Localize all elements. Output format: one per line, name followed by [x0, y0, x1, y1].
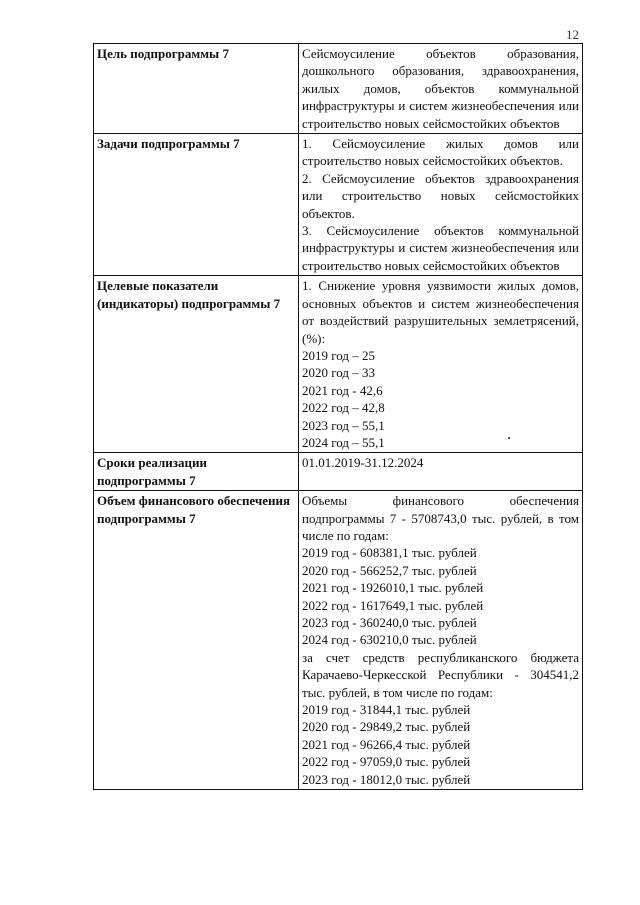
- paragraph: Объемы финансового обеспечения подпрограммы 7 - 5708743,0 тыс. рублей, в том числе по годам:: [302, 493, 579, 543]
- table-row: [94, 276, 583, 453]
- paragraph: 1. Сейсмоусиление жилых домов или строительство новых сейсмостойких объектов.: [302, 136, 579, 169]
- indicator-line: 2021 год - 42,6: [302, 382, 383, 398]
- funding-line: 2024 год - 630210,0 тыс. рублей: [302, 632, 477, 648]
- funding-line: 2023 год - 360240,0 тыс. рублей: [302, 615, 477, 630]
- table-row: [94, 44, 583, 134]
- funding-line: 2019 год - 31844,1 тыс. рублей: [302, 702, 471, 718]
- paragraph: Сейсмоусиление объектов образования, дошкольного образования, здравоохранения, жилых домов, объектов коммунальной инфраструктуры и систем жизнеобеспечения или строительство новых сейсмостойких объектов: [302, 46, 579, 131]
- row-label: Сроки реализации подпрограммы 7: [94, 453, 299, 491]
- paragraph: 2. Сейсмоусиление объектов здравоохранения или строительство новых сейсмостойких объектов.: [302, 170, 579, 221]
- funding-line: 2022 год - 97059,0 тыс. рублей: [302, 754, 471, 770]
- indicator-line: 2022 год – 42,8: [302, 400, 385, 416]
- indicator-line: 2020 год – 33: [302, 365, 375, 381]
- table-row: [94, 491, 583, 790]
- funding-line: 2020 год - 566252,7 тыс. рублей: [302, 562, 477, 578]
- funding-line: 2022 год - 1617649,1 тыс. рублей: [302, 597, 484, 613]
- row-value: [299, 491, 583, 790]
- indicator-line: 2023 год – 55,1: [302, 417, 385, 433]
- funding-line: 2019 год - 608381,1 тыс. рублей: [302, 545, 477, 561]
- row-value: [299, 276, 583, 453]
- row-value: [299, 453, 583, 491]
- row-label: Объем финансового обеспечения подпрограммы 7: [94, 491, 299, 790]
- table-row: [94, 134, 583, 276]
- funding-line: 2023 год - 18012,0 тыс. рублей: [302, 771, 471, 787]
- table-row: [94, 453, 583, 491]
- row-label: Целевые показатели (индикаторы) подпрограммы 7: [94, 276, 299, 453]
- row-label: Цель подпрограммы 7: [94, 44, 299, 134]
- paragraph: 3. Сейсмоусиление объектов коммунальной инфраструктуры и систем жизнеобеспечения или строительство новых сейсмостойких объектов: [302, 223, 579, 273]
- subprogram-passport-table: [93, 43, 583, 790]
- funding-line: 2021 год - 1926010,1 тыс. рублей: [302, 580, 484, 596]
- funding-line: 2021 год - 96266,4 тыс. рублей: [302, 736, 471, 752]
- page-number: 12: [566, 27, 579, 42]
- funding-line: 2020 год - 29849,2 тыс. рублей: [302, 719, 471, 735]
- paragraph: 1. Снижение уровня уязвимости жилых домов, основных объектов и систем жизнеобеспечения от воздействий разрушительных землетрясений, (%):: [302, 278, 579, 346]
- paragraph: 01.01.2019-31.12.2024: [302, 455, 424, 471]
- row-label: Задачи подпрограммы 7: [94, 134, 299, 276]
- scan-speck: [508, 437, 510, 439]
- indicator-line: 2024 год – 55,1: [302, 434, 385, 450]
- row-value: [299, 134, 583, 276]
- paragraph: за счет средств республиканского бюджета Карачаево-Черкесской Республики - 304541,2 тыс. рублей, в том числе по годам:: [302, 649, 579, 700]
- indicator-line: 2019 год – 25: [302, 347, 375, 363]
- row-value: [299, 44, 583, 134]
